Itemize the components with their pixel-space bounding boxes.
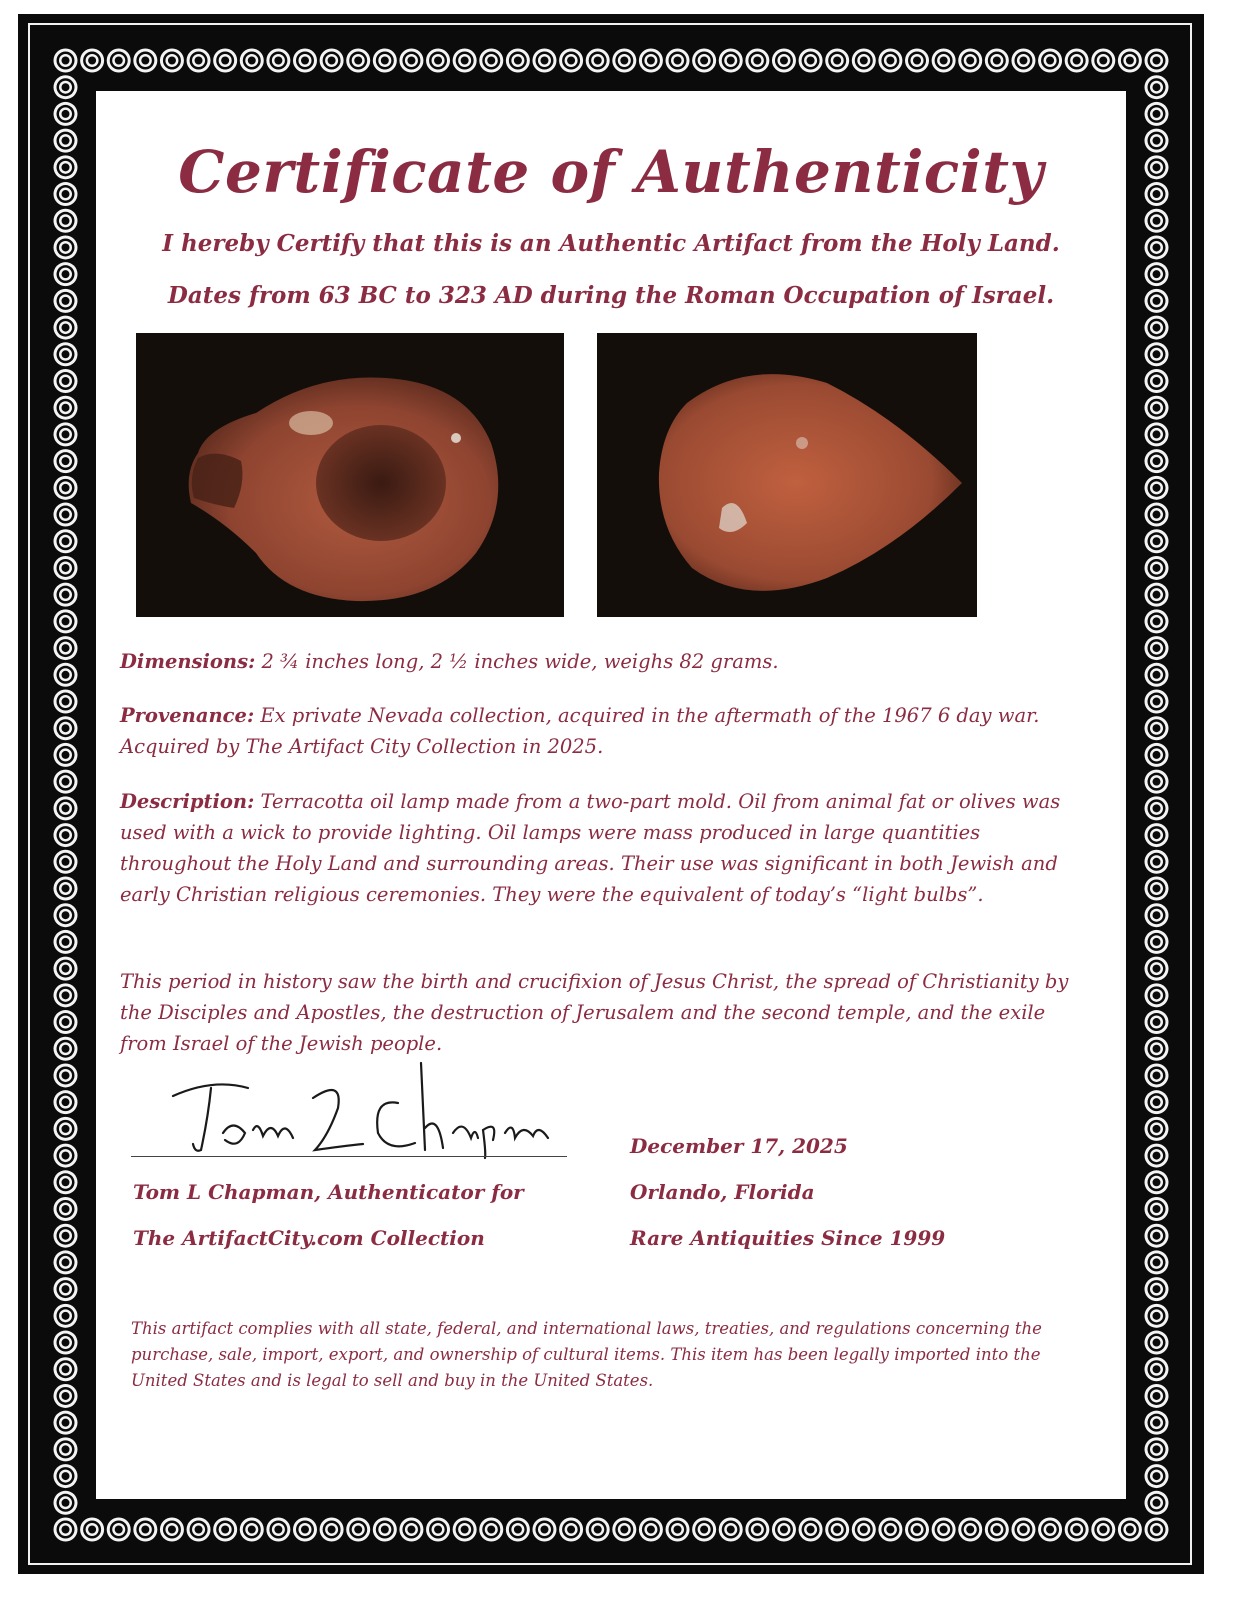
certify-line: I hereby Certify that this is an Authentic Artifact from the Holy Land.	[162, 230, 1060, 257]
provenance-paragraph	[120, 700, 1080, 762]
legal-disclaimer: This artifact complies with all state, federal, and international laws, treaties, and regulations concerning the purchase, sale, import, export, and ownership of cultural items. This item has been legally imported into the United States and is legal to sell and buy in the United States.	[131, 1319, 1042, 1390]
authenticator-organization: The ArtifactCity.com Collection	[133, 1226, 485, 1250]
description-paragraph	[120, 786, 1080, 910]
issuer-location: Orlando, Florida	[630, 1180, 815, 1204]
authenticator-name: Tom L Chapman, Authenticator for	[133, 1180, 524, 1204]
certificate-content	[103, 98, 1119, 1492]
certificate-date: December 17, 2025	[630, 1134, 848, 1158]
issuer-tagline: Rare Antiquities Since 1999	[630, 1226, 946, 1250]
provenance-text: Ex private Nevada collection, acquired in the aftermath of the 1967 6 day war. Acquired by The Artifact City Collection in 2025.	[120, 704, 1040, 758]
dimensions-label: Dimensions:	[120, 650, 256, 673]
certificate-title: Certificate of Authenticity	[178, 138, 1044, 206]
description-label: Description:	[120, 790, 255, 813]
provenance-label: Provenance:	[120, 704, 255, 727]
artifact-photo-top	[136, 333, 564, 617]
dates-line: Dates from 63 BC to 323 AD during the Roman Occupation of Israel.	[167, 282, 1055, 309]
dimensions-paragraph	[120, 646, 1080, 677]
dimensions-text: 2 ¾ inches long, 2 ½ inches wide, weighs 82 grams.	[261, 650, 779, 673]
description-text: Terracotta oil lamp made from a two-part mold. Oil from animal fat or olives was used with a wick to provide lighting. Oil lamps were mass produced in large quantities throughout the Holy Land and surrounding areas. Their use was significant in both Jewish and early Christian religious ceremonies. They were the equivalent of today’s “light bulbs”.	[120, 790, 1061, 906]
artifact-photo-bottom	[597, 333, 977, 617]
history-paragraph: This period in history saw the birth and crucifixion of Jesus Christ, the spread of Christianity by the Disciples and Apostles, the destruction of Jerusalem and the second temple, and the exile from Israel of the Jewish people.	[120, 970, 1069, 1055]
signature-line	[131, 1156, 567, 1157]
lamp-filling-hole	[316, 425, 446, 541]
handwritten-signature	[153, 1058, 573, 1163]
